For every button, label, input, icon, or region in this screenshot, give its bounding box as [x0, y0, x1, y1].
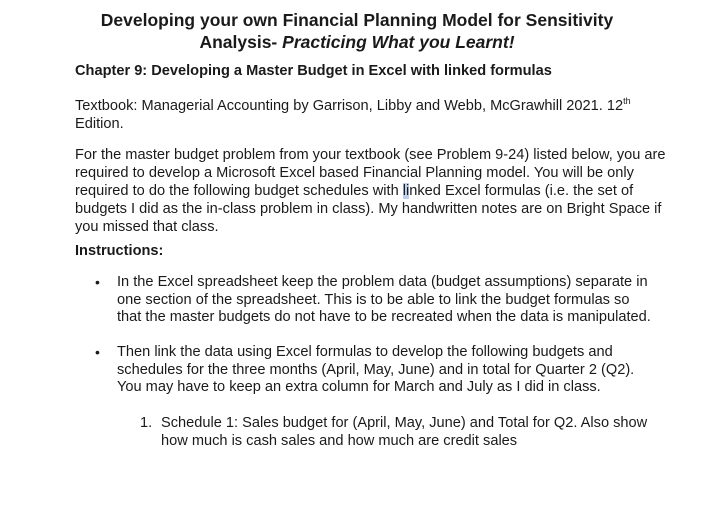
textbook-text: Textbook: Managerial Accounting by Garrison, Libby and Webb, McGrawhill 2021. 12 [75, 98, 624, 114]
title-line-2-prefix: Analysis- [199, 32, 283, 52]
bullet-icon: • [95, 344, 100, 360]
title-line-2-italic: Practicing What you Learnt! [282, 32, 515, 52]
instructions-heading: Instructions: [75, 243, 164, 259]
numbered-item-text: Schedule 1: Sales budget for (April, May, June) and Total for Q2. Also show how much is cash sales and how much are credit sales [161, 415, 648, 449]
title-line-2 [0, 31, 714, 53]
textbook-paragraph [75, 97, 675, 133]
textbook-superscript: th [623, 96, 631, 107]
document-title [0, 9, 714, 53]
intro-part-2: nked Excel formulas (i.e. the set of budgets I did as the in-class problem in class). My handwritten notes are on Bright Space if you missed that class. [75, 183, 662, 235]
intro-paragraph [75, 146, 675, 236]
bullet-icon: • [95, 274, 100, 290]
text-selection-highlight: li [402, 183, 410, 199]
numbered-item-number: 1. [140, 415, 153, 431]
textbook-tail: Edition. [75, 116, 124, 132]
bullet-item: Then link the data using Excel formulas to develop the following budgets and schedules for the three months (April, May, June) and in total for Quarter 2 (Q2). You may have to keep an extra column for March and July as I did in class. [117, 344, 635, 396]
title-line-1: Developing your own Financial Planning Model for Sensitivity [100, 10, 614, 30]
bullet-item: In the Excel spreadsheet keep the problem data (budget assumptions) separate in one section of the spreadsheet. This is to be able to link the budget formulas so that the master budgets do not have to be recreated when the data is manipulated. [117, 274, 651, 326]
chapter-heading: Chapter 9: Developing a Master Budget in Excel with linked formulas [75, 63, 552, 79]
intro-part-1: For the master budget problem from your textbook (see Problem 9-24) listed below, you are required to develop a Microsoft Excel based Financial Planning model. You will be only required to do the following budget schedules with [75, 147, 666, 199]
